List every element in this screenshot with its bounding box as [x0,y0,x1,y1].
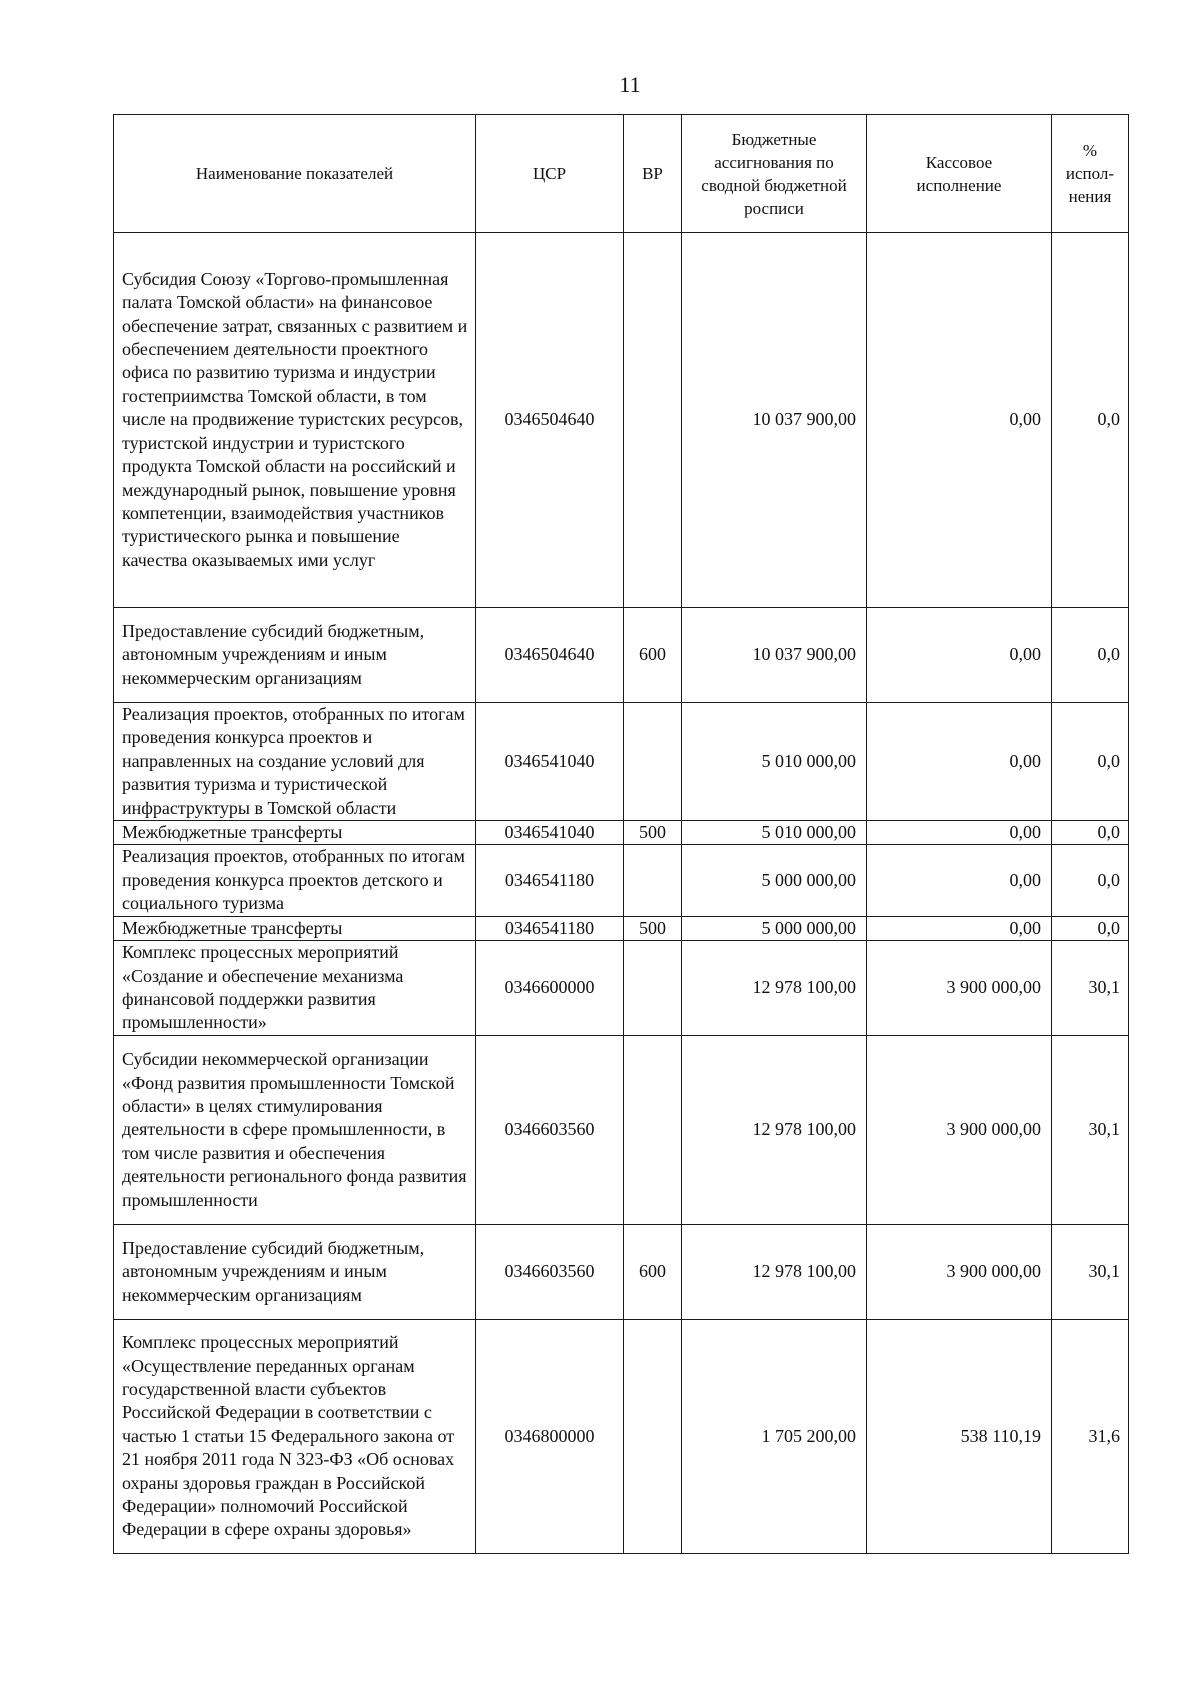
row-vr [624,703,682,821]
page-number: 11 [619,72,641,97]
row-percent: 0,0 [1052,845,1129,916]
row-name: Субсидия Союзу «Торгово-промышленная палата Томской области» на финансовое обеспечение затрат, связанных с развитием и обеспечением деятельности проектного офиса по развитию туризма и индустрии гостеприимства Томской области, в том числе на продвижение туристских ресурсов, туристской индустрии и туристского продукта Томской области на российский и международный рынок, повышение уровня компетенции, взаимодействия участников туристического рынка и повышение качества оказываемых ими услуг [114,233,476,608]
row-csr: 0346504640 [476,608,624,703]
budget-execution-table [113,114,1129,1554]
table-row [114,608,1129,703]
row-vr: 500 [624,916,682,940]
row-name: Реализация проектов, отобранных по итогам проведения конкурса проектов и направленных на создание условий для развития туризма и туристической инфраструктуры в Томской области [114,703,476,821]
row-cash: 538 110,19 [867,1320,1052,1554]
row-budget: 12 978 100,00 [682,1036,867,1225]
row-percent: 0,0 [1052,233,1129,608]
row-cash: 0,00 [867,703,1052,821]
table-row [114,703,1129,821]
row-vr [624,233,682,608]
row-csr: 0346800000 [476,1320,624,1554]
row-percent: 0,0 [1052,916,1129,940]
row-budget: 10 037 900,00 [682,608,867,703]
row-percent: 0,0 [1052,821,1129,845]
row-percent: 30,1 [1052,1036,1129,1225]
row-name: Предоставление субсидий бюджетным, автономным учреждениям и иным некоммерческим организациям [114,608,476,703]
row-csr: 0346600000 [476,941,624,1036]
row-name: Межбюджетные трансферты [114,916,476,940]
row-csr: 0346541180 [476,916,624,940]
table-row [114,821,1129,845]
row-vr [624,845,682,916]
row-csr: 0346603560 [476,1036,624,1225]
row-name: Реализация проектов, отобранных по итогам проведения конкурса проектов детского и социального туризма [114,845,476,916]
row-name: Субсидии некоммерческой организации «Фонд развития промышленности Томской области» в целях стимулирования деятельности в сфере промышленности, в том числе развития и обеспечения деятельности регионального фонда развития промышленности [114,1036,476,1225]
header-csr: ЦСР [476,115,624,233]
table-row [114,1225,1129,1320]
row-budget: 5 010 000,00 [682,703,867,821]
row-name: Предоставление субсидий бюджетным, автономным учреждениям и иным некоммерческим организациям [114,1225,476,1320]
row-percent: 0,0 [1052,703,1129,821]
row-percent: 30,1 [1052,941,1129,1036]
row-cash: 0,00 [867,608,1052,703]
table-row [114,1320,1129,1554]
table-header-row [114,115,1129,233]
table-row [114,916,1129,940]
row-cash: 3 900 000,00 [867,941,1052,1036]
row-name: Комплекс процессных мероприятий «Осуществление переданных органам государственной власти субъектов Российской Федерации в соответствии с частью 1 статьи 15 Федерального закона от 21 ноября 2011 года N 323-ФЗ «Об основах охраны здоровья граждан в Российской Федерации» полномочий Российской Федерации в сфере охраны здоровья» [114,1320,476,1554]
row-vr [624,1036,682,1225]
row-csr: 0346541040 [476,703,624,821]
header-cash: Кассовое исполнение [867,115,1052,233]
row-percent: 0,0 [1052,608,1129,703]
row-budget: 5 010 000,00 [682,821,867,845]
row-cash: 0,00 [867,916,1052,940]
row-name: Комплекс процессных мероприятий «Создание и обеспечение механизма финансовой поддержки развития промышленности» [114,941,476,1036]
row-budget: 10 037 900,00 [682,233,867,608]
row-csr: 0346504640 [476,233,624,608]
header-percent: % испол-нения [1052,115,1129,233]
row-vr [624,941,682,1036]
row-csr: 0346541180 [476,845,624,916]
row-name: Межбюджетные трансферты [114,821,476,845]
row-percent: 31,6 [1052,1320,1129,1554]
row-budget: 12 978 100,00 [682,1225,867,1320]
row-percent: 30,1 [1052,1225,1129,1320]
table-row [114,941,1129,1036]
row-vr [624,1320,682,1554]
row-cash: 0,00 [867,845,1052,916]
row-budget: 1 705 200,00 [682,1320,867,1554]
row-cash: 0,00 [867,821,1052,845]
row-csr: 0346603560 [476,1225,624,1320]
row-vr: 600 [624,1225,682,1320]
header-vr: ВР [624,115,682,233]
row-vr: 500 [624,821,682,845]
row-cash: 3 900 000,00 [867,1036,1052,1225]
row-budget: 5 000 000,00 [682,916,867,940]
row-cash: 0,00 [867,233,1052,608]
table-row [114,233,1129,608]
table-row [114,845,1129,916]
row-cash: 3 900 000,00 [867,1225,1052,1320]
table-row [114,1036,1129,1225]
row-vr: 600 [624,608,682,703]
header-name: Наименование показателей [114,115,476,233]
row-csr: 0346541040 [476,821,624,845]
header-budget: Бюджетные ассигнования по сводной бюджетной росписи [682,115,867,233]
row-budget: 5 000 000,00 [682,845,867,916]
row-budget: 12 978 100,00 [682,941,867,1036]
